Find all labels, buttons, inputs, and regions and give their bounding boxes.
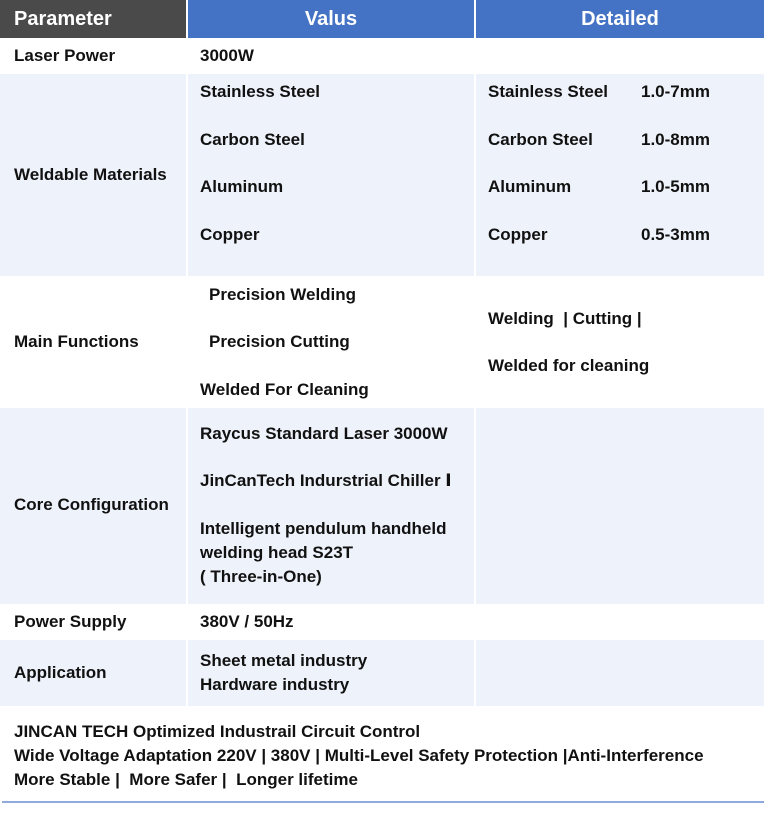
footer-notes <box>14 720 704 792</box>
header-parameter: Parameter <box>0 0 186 38</box>
row-laser-power <box>0 38 764 74</box>
column-gap <box>186 74 188 276</box>
column-gap <box>474 640 476 706</box>
column-gap <box>186 408 188 604</box>
weldable-detail-name: Copper <box>488 225 548 244</box>
header-valus: Valus <box>188 0 474 38</box>
column-gap <box>186 640 188 706</box>
weldable-detail-range: 1.0-5mm <box>641 177 710 196</box>
core-value: ( Three-in-One) <box>200 567 322 586</box>
functions-label: Main Functions <box>14 332 139 351</box>
functions-value: Precision Cutting <box>209 332 350 351</box>
weldable-detail-name: Stainless Steel <box>488 82 609 101</box>
weldable-detail-range: 1.0-8mm <box>641 130 710 149</box>
laser-power-value: 3000W <box>200 46 254 65</box>
footer-line: More Stable | More Safer | Longer lifetime <box>14 770 358 789</box>
row-application <box>0 640 764 706</box>
footer-line: JINCAN TECH Optimized Industrail Circuit Control <box>14 722 421 741</box>
column-gap <box>474 74 476 276</box>
power-value: 380V / 50Hz <box>200 612 294 631</box>
weldable-value: Carbon Steel <box>200 130 305 149</box>
functions-value: Welded For Cleaning <box>200 380 369 399</box>
weldable-value: Aluminum <box>200 177 284 196</box>
footer-line: Wide Voltage Adaptation 220V | 380V | Multi-Level Safety Protection |Anti-Interference <box>14 746 704 765</box>
header-detailed: Detailed <box>476 0 764 38</box>
footer-rule <box>2 801 764 803</box>
core-label: Core Configuration <box>14 495 169 514</box>
laser-power-label: Laser Power <box>14 46 116 65</box>
application-label: Application <box>14 663 107 682</box>
application-value: Sheet metal industry <box>200 651 368 670</box>
weldable-detail-range: 1.0-7mm <box>641 82 710 101</box>
core-value: JinCanTech Indurstrial Chiller Ⅰ <box>200 471 452 490</box>
weldable-value: Copper <box>200 225 260 244</box>
functions-detail: Welding | Cutting | <box>488 309 642 328</box>
core-value: Intelligent pendulum handheld <box>200 519 447 538</box>
functions-detail: Welded for cleaning <box>488 356 650 375</box>
core-value: welding head S23T <box>200 543 354 562</box>
core-value: Raycus Standard Laser 3000W <box>200 424 448 443</box>
row-core-configuration <box>0 408 764 604</box>
row-main-functions <box>0 276 764 408</box>
column-gap <box>474 408 476 604</box>
weldable-label: Weldable Materials <box>14 165 167 184</box>
weldable-detail-name: Aluminum <box>488 177 572 196</box>
weldable-value: Stainless Steel <box>200 82 321 101</box>
row-weldable-materials <box>0 74 764 276</box>
weldable-detail-range: 0.5-3mm <box>641 225 710 244</box>
application-value: Hardware industry <box>200 675 350 694</box>
power-label: Power Supply <box>14 612 127 631</box>
row-power-supply <box>0 604 764 640</box>
weldable-detail-name: Carbon Steel <box>488 130 593 149</box>
functions-value: Precision Welding <box>209 285 357 304</box>
